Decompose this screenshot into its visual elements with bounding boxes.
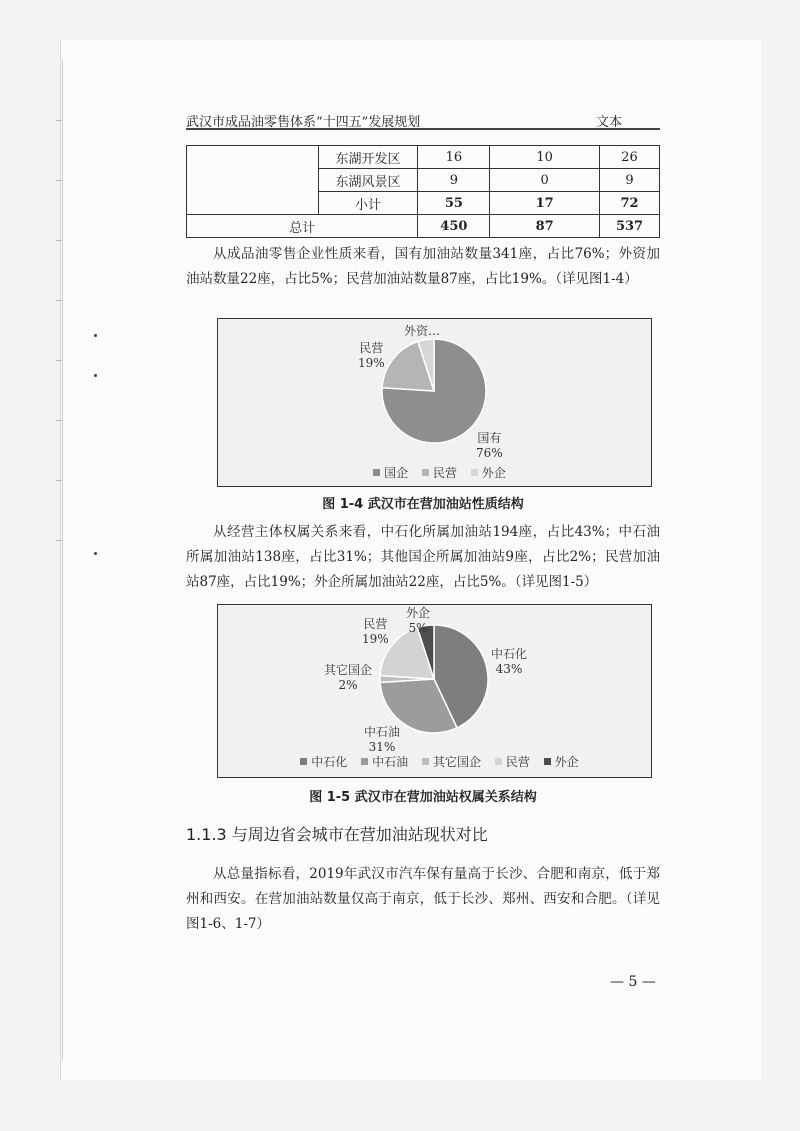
stations-table — [186, 145, 660, 238]
figure-caption-1-5: 图 1-5 武汉市在营加油站权属关系结构 — [309, 790, 537, 805]
figure-1-5 — [217, 604, 652, 778]
table-cell: 0 — [490, 169, 600, 192]
slice-label — [476, 431, 503, 461]
slice-label — [364, 725, 400, 755]
table-cell: 9 — [600, 169, 660, 192]
slice-label-pct: 43% — [495, 662, 523, 676]
slice-label-name: 外资… — [404, 324, 441, 338]
slice-label-pct: 19% — [358, 356, 385, 370]
paragraph-ownership-relation: 从经营主体权属关系来看，中石化所属加油站194座，占比43%；中石油所属加油站138座，占比31%；其他国企所属加油站9座，占比2%；民营加油站87座，占比19%；外企所属加油站22座，占比5%。（详见图1-5） — [186, 524, 660, 590]
legend-swatch — [471, 469, 478, 476]
slice-label — [491, 647, 527, 677]
legend-label: 其它国企 — [432, 755, 481, 769]
slice-label-name: 外企 — [406, 606, 431, 620]
slice-label-name: 中石化 — [491, 647, 528, 661]
slice-label-pct: 76% — [476, 446, 503, 460]
header-rule — [186, 128, 660, 130]
slice-label-name: 国有 — [477, 431, 502, 445]
slice-label-name: 其它国企 — [324, 663, 373, 677]
pie-chart-1-4 — [218, 319, 651, 486]
pie-chart-1-5 — [218, 605, 651, 777]
table-row-total — [187, 215, 660, 238]
legend-swatch — [422, 758, 429, 765]
legend-label: 民营 — [505, 755, 530, 769]
slice-label-pct: 19% — [362, 632, 389, 646]
table-cell: 9 — [418, 169, 490, 192]
slice-label — [362, 617, 389, 647]
table-cell: 55 — [418, 192, 490, 215]
legend-swatch — [422, 469, 429, 476]
scan-speck — [94, 334, 97, 337]
page-number: — 5 — — [610, 974, 656, 990]
legend-swatch — [300, 758, 307, 765]
slice-label-pct: 5% — [408, 621, 428, 635]
legend-swatch — [544, 758, 551, 765]
scan-speck — [94, 374, 97, 377]
legend-label: 外企 — [554, 755, 579, 769]
legend-swatch — [373, 469, 380, 476]
slice-label — [324, 663, 372, 693]
figure-1-4 — [217, 318, 652, 487]
chart-legend — [218, 753, 651, 770]
slice-label-name: 民营 — [363, 617, 388, 631]
section-heading: 1.1.3 与周边省会城市在营加油站现状对比 — [186, 825, 488, 844]
table-cell-district: 东湖开发区 — [318, 146, 418, 169]
table-cell: 17 — [490, 192, 600, 215]
paragraph-ownership-nature: 从成品油零售企业性质来看，国有加油站数量341座，占比76%；外资加油站数量22座，占比5%；民营加油站数量87座，占比19%。（详见图1-4） — [186, 246, 660, 287]
table-cell-blank — [187, 146, 319, 215]
paragraph-comparison: 从总量指标看，2019年武汉市汽车保有量高于长沙、合肥和南京，低于郑州和西安。在营加油站数量仅高于南京，低于长沙、郑州、西安和合肥。（详见图1-6、1-7） — [186, 866, 660, 932]
binder-margin — [0, 60, 63, 1060]
scan-speck — [94, 552, 97, 555]
table-cell-district: 小计 — [318, 192, 418, 215]
table-cell: 10 — [490, 146, 600, 169]
slice-label-name: 民营 — [359, 341, 384, 355]
table-cell-total-label: 总计 — [187, 215, 418, 238]
legend-label: 民营 — [432, 466, 457, 480]
slice-label-pct: 31% — [368, 740, 396, 754]
table-cell: 16 — [418, 146, 490, 169]
legend-swatch — [495, 758, 502, 765]
slice-label-pct: 2% — [338, 678, 358, 692]
legend-swatch — [361, 758, 368, 765]
figure-caption-1-4: 图 1-4 武汉市在营加油站性质结构 — [322, 497, 524, 512]
table-row — [187, 146, 660, 169]
table-cell: 72 — [600, 192, 660, 215]
legend-label: 中石化 — [311, 755, 348, 769]
legend-label: 外企 — [481, 466, 506, 480]
legend-label: 国企 — [384, 466, 409, 480]
header-title: 武汉市成品油零售体系“十四五”发展规划 — [186, 115, 421, 130]
table-cell: 450 — [418, 215, 490, 238]
table-cell: 537 — [600, 215, 660, 238]
header-right: 文本 — [595, 115, 622, 130]
chart-legend — [218, 464, 651, 481]
slice-label — [358, 341, 385, 371]
table-cell: 26 — [600, 146, 660, 169]
slice-label — [404, 324, 440, 339]
legend-label: 中石油 — [372, 755, 409, 769]
table-cell-district: 东湖风景区 — [318, 169, 418, 192]
slice-label-name: 中石油 — [364, 725, 401, 739]
slice-label — [406, 606, 430, 636]
table-cell: 87 — [490, 215, 600, 238]
